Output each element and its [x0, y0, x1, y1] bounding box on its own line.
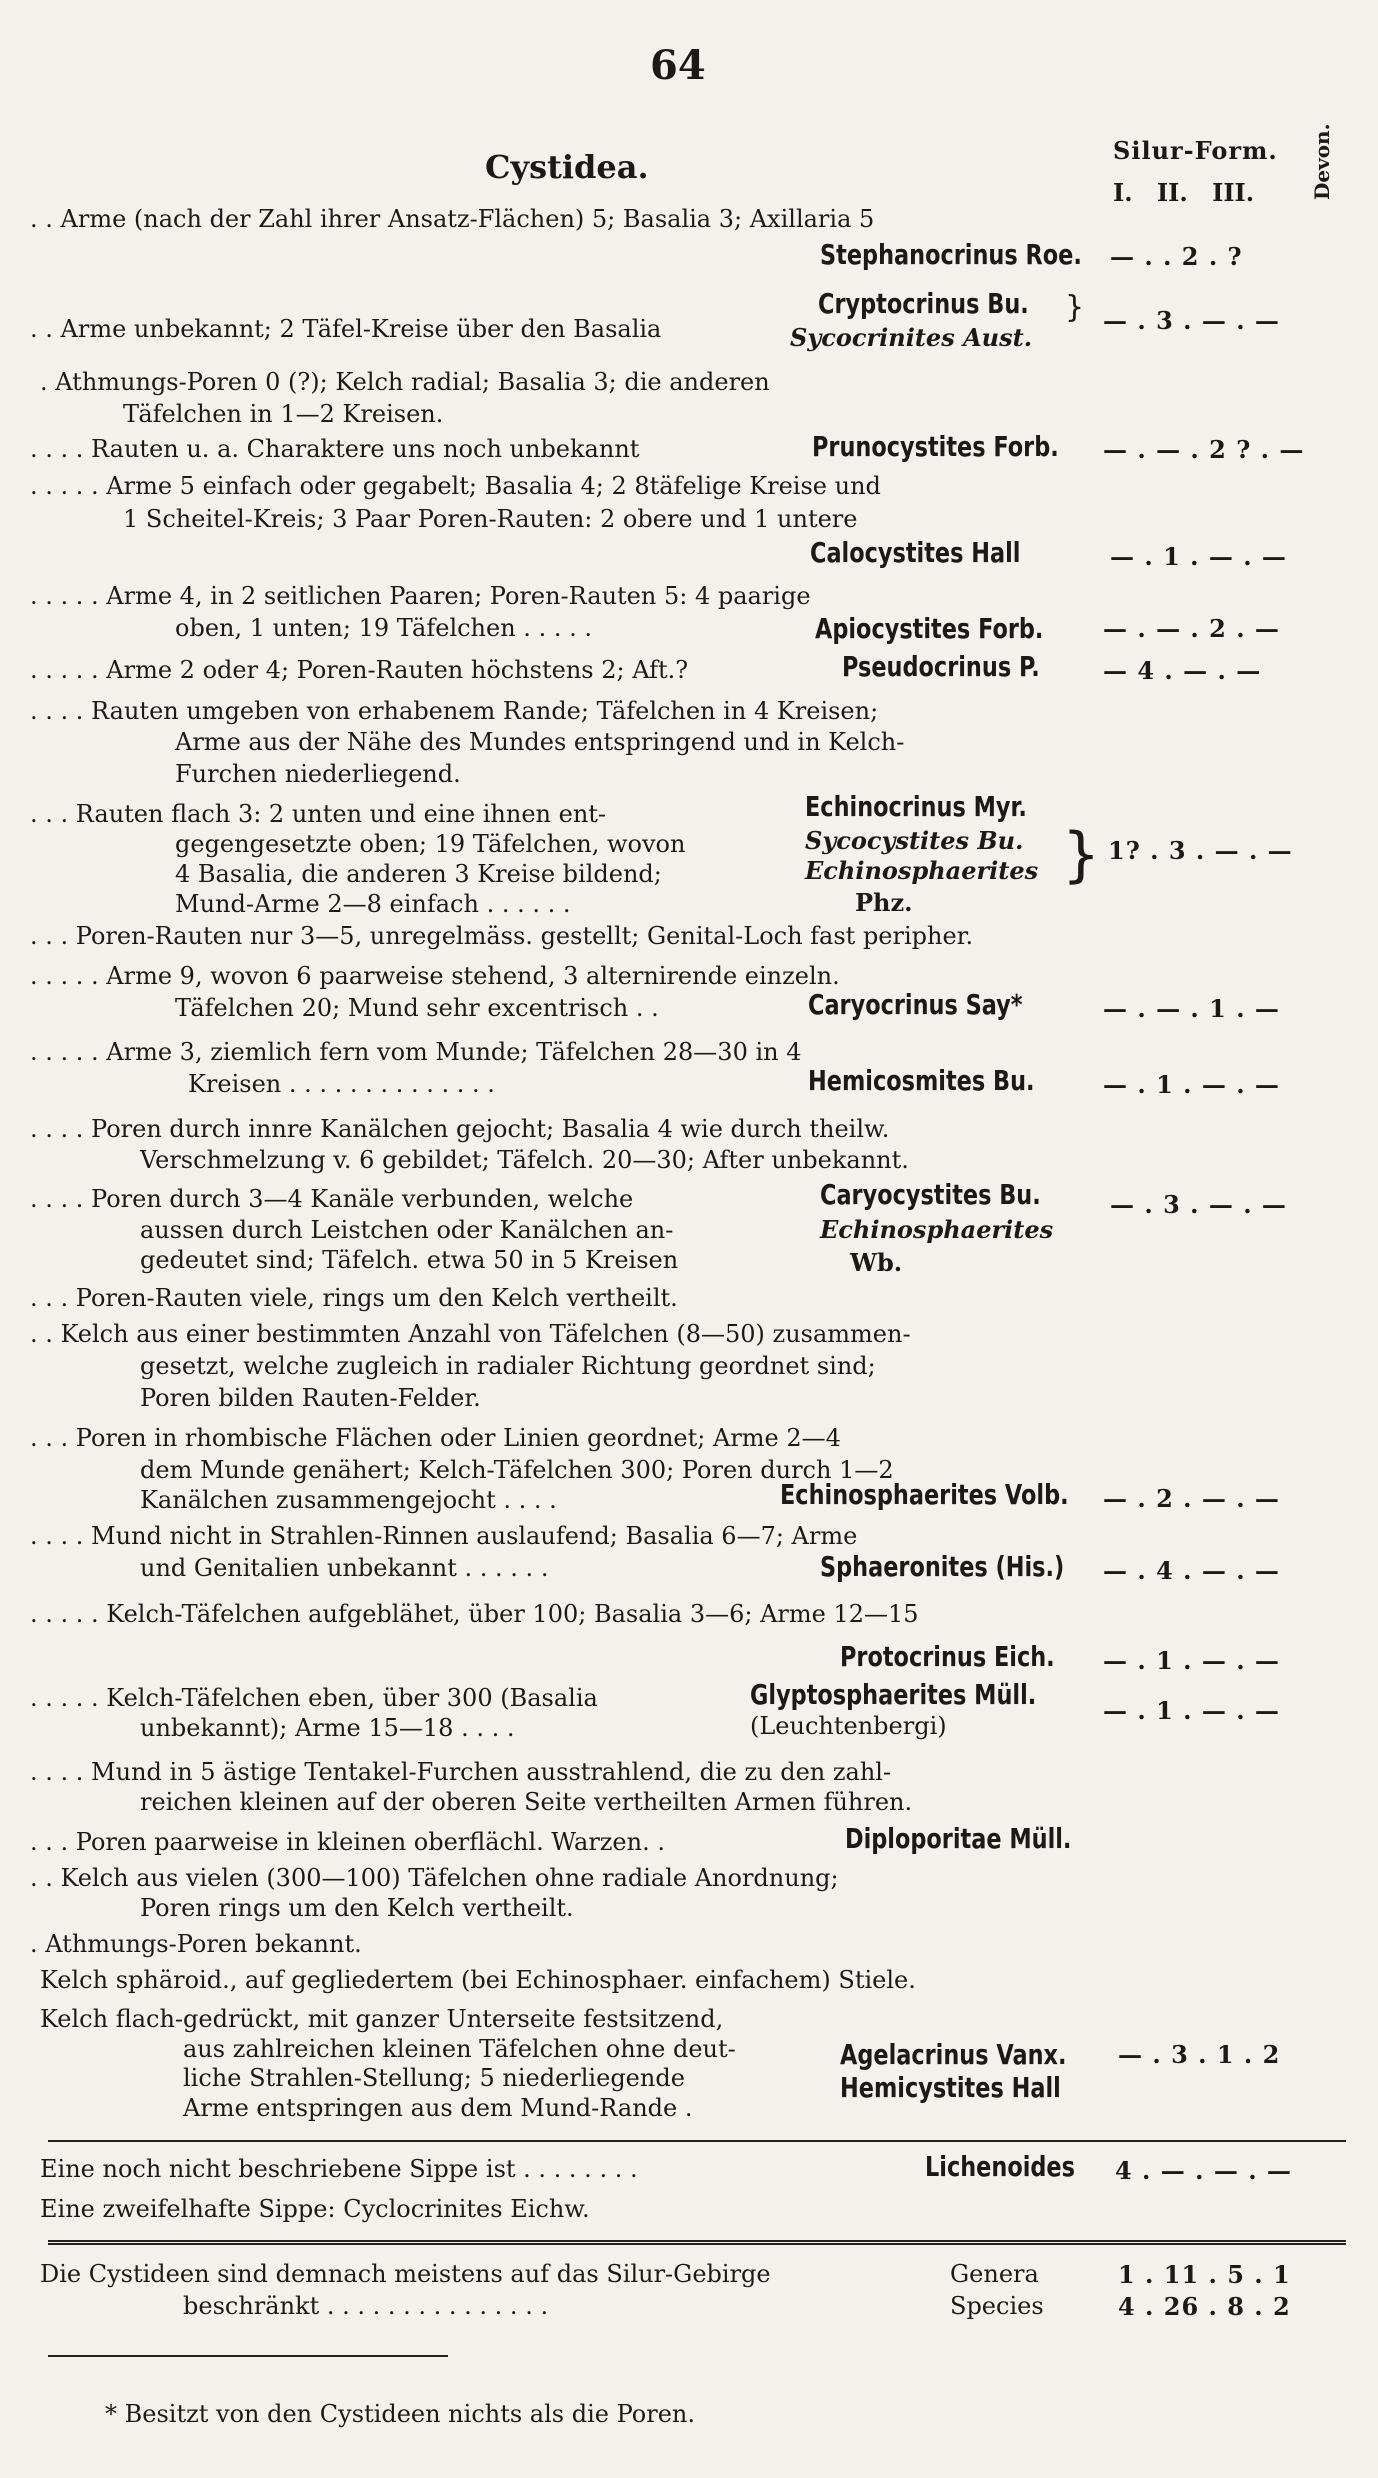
row-text: reichen kleinen auf der oberen Seite vertheilten Armen führen. [140, 1788, 913, 1816]
row-text: gesetzt, welche zugleich in radialer Richtung geordnet sind; [140, 1352, 876, 1380]
genus-name: Caryocrinus Say* [808, 988, 1023, 1021]
distribution: 1? . 3 . — . — [1108, 836, 1293, 865]
brace: } [1065, 290, 1085, 325]
row-text: 4 Basalia, die anderen 3 Kreise bildend; [175, 860, 662, 888]
row-text: . . . . . Kelch-Täfelchen aufgeblähet, über 100; Basalia 3—6; Arme 12—15 [30, 1600, 919, 1628]
row-text: . . . . Poren durch innre Kanälchen gejocht; Basalia 4 wie durch theilw. [30, 1115, 890, 1143]
row-text: Poren rings um den Kelch vertheilt. [140, 1894, 574, 1922]
distribution: — . 2 . — . — [1103, 1484, 1280, 1513]
devon-header: Devon. [1310, 123, 1334, 200]
row-text: Arme aus der Nähe des Mundes entspringend und in Kelch- [175, 728, 905, 756]
row-text: Täfelchen in 1—2 Kreisen. [123, 400, 444, 428]
row-text: . Athmungs-Poren bekannt. [30, 1930, 362, 1958]
genera-label: Genera [950, 2260, 1039, 2288]
row-text: . . . . . Arme 2 oder 4; Poren-Rauten höchstens 2; Aft.? [30, 656, 689, 684]
row-text: gegengesetzte oben; 19 Täfelchen, wovon [175, 830, 686, 858]
distribution: — . — . 2 . — [1103, 614, 1280, 643]
brace: } [1062, 820, 1101, 890]
genus-name: Sycocrinites Aust. [790, 323, 1033, 352]
genus-name: Cryptocrinus Bu. [818, 287, 1029, 320]
row-text: Furchen niederliegend. [175, 760, 461, 788]
distribution: — . — . 2 ? . — [1103, 435, 1305, 464]
row-text: . . Kelch aus vielen (300—100) Täfelchen ohne radiale Anordnung; [30, 1864, 839, 1892]
distribution: — . . 2 . ? [1110, 242, 1243, 271]
row-text: . . . . Rauten u. a. Charaktere uns noch unbekannt [30, 435, 640, 463]
row-text: dem Munde genähert; Kelch-Täfelchen 300; Poren durch 1—2 [140, 1456, 894, 1484]
row-text: . . . . Mund nicht in Strahlen-Rinnen auslaufend; Basalia 6—7; Arme [30, 1522, 858, 1550]
row-text: Verschmelzung v. 6 gebildet; Täfelch. 20—30; After unbekannt. [140, 1146, 909, 1174]
genus-name: Prunocystites Forb. [812, 430, 1059, 463]
row-text: Täfelchen 20; Mund sehr excentrisch . . [175, 994, 659, 1022]
genus-name: Glyptosphaerites Müll. [750, 1678, 1037, 1711]
genus-name: Apiocystites Forb. [815, 612, 1044, 645]
genus-name: Agelacrinus Vanx. [840, 2038, 1067, 2071]
row-text: aus zahlreichen kleinen Täfelchen ohne deut- [183, 2035, 736, 2063]
row-text: . . . . . Arme 9, wovon 6 paarweise stehend, 3 alternirende einzeln. [30, 962, 840, 990]
genus-author: Wb. [850, 1248, 903, 1277]
genus-name: Hemicosmites Bu. [808, 1064, 1035, 1097]
distribution: 4 . — . — . — [1115, 2156, 1292, 2185]
row-text: Arme entspringen aus dem Mund-Rande . [183, 2094, 693, 2122]
footnote-rule [48, 2355, 448, 2357]
distribution: — . — . 1 . — [1103, 994, 1280, 1023]
row-text: . . . . Mund in 5 ästige Tentakel-Furchen ausstrahlend, die zu den zahl- [30, 1758, 892, 1786]
genus-name: Sycocystites Bu. [805, 826, 1024, 855]
footer-text: Eine noch nicht beschriebene Sippe ist . . . . . . . . [40, 2155, 638, 2183]
row-text: . . . . . Kelch-Täfelchen eben, über 300 (Basalia [30, 1684, 598, 1712]
genus-author: Phz. [855, 888, 913, 917]
genus-name: Hemicystites Hall [840, 2071, 1061, 2104]
genus-name: Echinosphaerites [805, 856, 1039, 885]
column-subheader: I. II. III. [1113, 178, 1255, 207]
divider [48, 2140, 1346, 2142]
column-header: Silur-Form. [1113, 136, 1278, 165]
distribution: — . 1 . — . — [1103, 1696, 1280, 1725]
genus-name: Protocrinus Eich. [840, 1640, 1055, 1673]
row-text: . Athmungs-Poren 0 (?); Kelch radial; Basalia 3; die anderen [40, 368, 770, 396]
genus-name: Echinocrinus Myr. [805, 790, 1027, 823]
summary-text: Die Cystideen sind demnach meistens auf das Silur-Gebirge [40, 2260, 771, 2288]
species-values: 4 . 26 . 8 . 2 [1118, 2292, 1291, 2321]
row-text: . . . . . Arme 3, ziemlich fern vom Munde; Täfelchen 28—30 in 4 [30, 1038, 802, 1066]
row-text: . . . Poren in rhombische Flächen oder Linien geordnet; Arme 2—4 [30, 1424, 841, 1452]
row-text: Kanälchen zusammengejocht . . . . [140, 1486, 557, 1514]
row-text: Poren bilden Rauten-Felder. [140, 1384, 481, 1412]
genera-values: 1 . 11 . 5 . 1 [1118, 2260, 1291, 2289]
genus-name: Sphaeronites (His.) [820, 1550, 1065, 1583]
row-text: 1 Scheitel-Kreis; 3 Paar Poren-Rauten: 2 obere und 1 untere [123, 505, 858, 533]
row-text: . . . Poren-Rauten nur 3—5, unregelmäss. gestellt; Genital-Loch fast peripher. [30, 922, 974, 950]
row-text: liche Strahlen-Stellung; 5 niederliegende [183, 2064, 685, 2092]
row-text: . . . . . Arme 4, in 2 seitlichen Paaren; Poren-Rauten 5: 4 paarige [30, 582, 811, 610]
species-label: Species [950, 2292, 1044, 2320]
genus-name: Calocystites Hall [810, 536, 1021, 569]
genus-name: Diploporitae Müll. [845, 1822, 1072, 1855]
distribution: — . 3 . 1 . 2 [1118, 2040, 1281, 2069]
row-text: unbekannt); Arme 15—18 . . . . [140, 1714, 515, 1742]
summary-text: beschränkt . . . . . . . . . . . . . . . [183, 2292, 549, 2320]
page-title: Cystidea. [485, 148, 649, 186]
distribution: — 4 . — . — [1103, 656, 1262, 685]
row-text: Kreisen . . . . . . . . . . . . . . [188, 1070, 495, 1098]
genus-name: Caryocystites Bu. [820, 1178, 1041, 1211]
footnote: * Besitzt von den Cystideen nichts als die Poren. [105, 2400, 695, 2428]
row-text: . . . . Rauten umgeben von erhabenem Rande; Täfelchen in 4 Kreisen; [30, 697, 879, 725]
genus-name: Echinosphaerites [820, 1215, 1054, 1244]
distribution: — . 3 . — . — [1103, 306, 1280, 335]
distribution: — . 1 . — . — [1103, 1070, 1280, 1099]
row-text: . . . . . Arme 5 einfach oder gegabelt; Basalia 4; 2 8täfelige Kreise und [30, 472, 881, 500]
genus-name: Lichenoides [925, 2150, 1075, 2183]
footer-text: Eine zweifelhafte Sippe: Cyclocrinites Eichw. [40, 2195, 590, 2223]
double-divider [48, 2240, 1346, 2245]
row-text: . . . Poren-Rauten viele, rings um den Kelch vertheilt. [30, 1284, 678, 1312]
genus-name: Pseudocrinus P. [842, 650, 1040, 683]
distribution: — . 1 . — . — [1103, 1646, 1280, 1675]
row-text: . . . Rauten flach 3: 2 unten und eine ihnen ent- [30, 800, 607, 828]
row-text: Kelch sphäroid., auf gegliedertem (bei Echinosphaer. einfachem) Stiele. [40, 1966, 916, 1994]
row-text: . . Kelch aus einer bestimmten Anzahl von Täfelchen (8—50) zusammen- [30, 1320, 911, 1348]
distribution: — . 1 . — . — [1110, 542, 1287, 571]
row-text: . . . . Poren durch 3—4 Kanäle verbunden, welche [30, 1185, 634, 1213]
distribution: — . 4 . — . — [1103, 1556, 1280, 1585]
row-text: . . Arme unbekannt; 2 Täfel-Kreise über den Basalia [30, 315, 662, 343]
genus-name: Echinosphaerites Volb. [780, 1478, 1069, 1511]
row-text: aussen durch Leistchen oder Kanälchen an- [140, 1216, 674, 1244]
distribution: — . 3 . — . — [1110, 1190, 1287, 1219]
page-number: 64 [650, 42, 706, 89]
row-text: Kelch flach-gedrückt, mit ganzer Unterseite festsitzend, [40, 2005, 724, 2033]
row-text: . . Arme (nach der Zahl ihrer Ansatz-Flächen) 5; Basalia 3; Axillaria 5 [30, 205, 875, 233]
row-text: Mund-Arme 2—8 einfach . . . . . . [175, 890, 571, 918]
row-text: oben, 1 unten; 19 Täfelchen . . . . . [175, 614, 592, 642]
row-text: und Genitalien unbekannt . . . . . . [140, 1554, 549, 1582]
row-text: gedeutet sind; Täfelch. etwa 50 in 5 Kreisen [140, 1246, 679, 1274]
row-text: . . . Poren paarweise in kleinen oberflächl. Warzen. . [30, 1828, 665, 1856]
genus-name: Stephanocrinus Roe. [820, 238, 1082, 271]
genus-subname: (Leuchtenbergi) [750, 1712, 947, 1740]
